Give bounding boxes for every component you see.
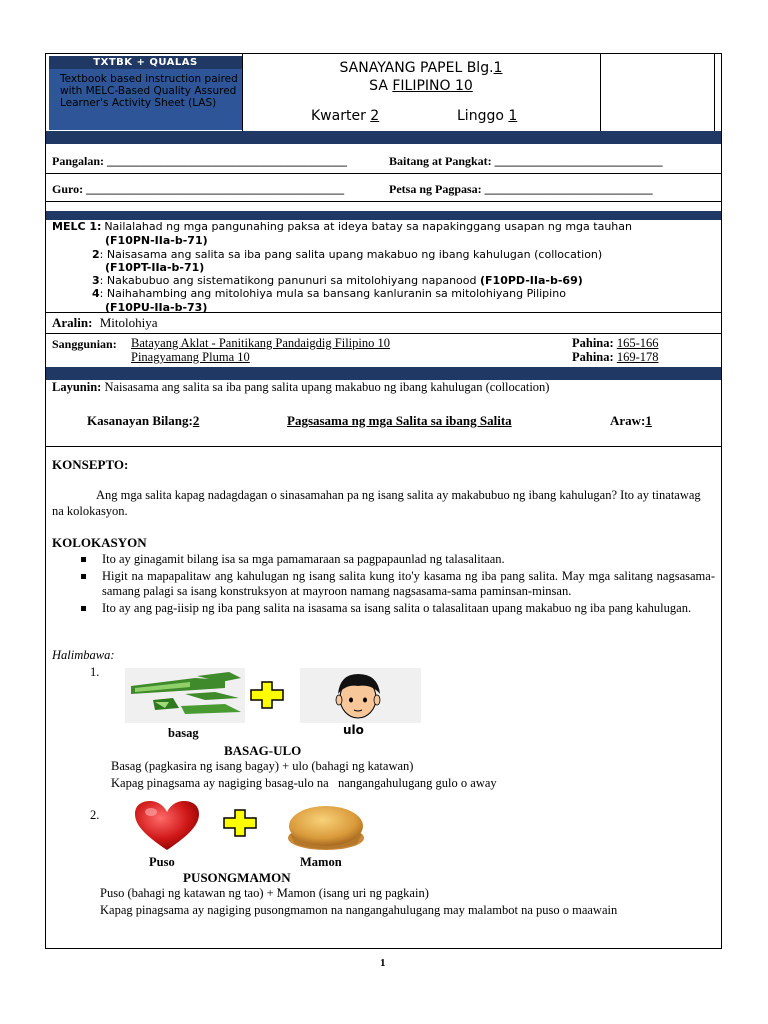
badge-description: Textbook based instruction paired with MELC-Based Quality Assured Learner's Activity Sheet (LAS)	[60, 73, 238, 109]
melc-code-3: (F10PD-IIa-b-69)	[480, 274, 583, 288]
broken-bottle-image	[125, 668, 245, 723]
pahina-2	[572, 350, 658, 365]
araw-label: Araw:	[610, 413, 646, 428]
pangalan-field: Pangalan: ________________________________________	[52, 154, 348, 168]
example-2-number: 2.	[90, 808, 100, 822]
melc-code-1: (F10PN-IIa-b-71)	[105, 234, 208, 248]
linggo-label: Linggo	[457, 108, 509, 124]
example-1-word-1: basag	[168, 726, 199, 740]
aralin	[52, 315, 157, 331]
kwarter	[311, 108, 379, 124]
boy-head-image	[300, 668, 421, 723]
konsepto-heading: KONSEPTO:	[52, 457, 129, 472]
pahina-value-1: 165-166	[616, 336, 659, 350]
melc-text-4: : Naihahambing ang mitolohiya mula sa bansang kanluranin sa mitolohiyang Pilipino	[99, 287, 566, 301]
kasanayan-number: 2	[192, 413, 200, 428]
example-2-line-1: Puso (bahagi ng katawan ng tao) + Mamon (isang uri ng pagkain)	[100, 886, 429, 900]
badge-box	[49, 56, 242, 130]
melc-section	[52, 220, 717, 314]
layunin-label: Layunin:	[52, 380, 102, 394]
page-number: 1	[380, 957, 386, 969]
kolokasyon-bullet-2: Higit na mapapalitaw ang kahulugan ng isang salita kung ito'y kasama ng iba pang salita. May mga salitang nagsasama-samang palagi sa isang konstruksyon at mayroon namang nagsasama-sama paminsan-minsan.	[52, 569, 715, 600]
aralin-label: Aralin:	[52, 315, 93, 330]
example-1-number: 1.	[90, 665, 100, 679]
melc-item-3	[52, 274, 717, 287]
melc-item-1	[52, 220, 717, 234]
title-line1	[242, 60, 600, 76]
kolokasyon-bullet-3: Ito ay ang pag-iisip ng iba pang salita na isasama sa isang salita o talasalitaan upang makabuo ng iba pang kahulugan.	[52, 601, 715, 617]
title-prefix: SA	[369, 78, 393, 94]
kolokasyon-heading: KOLOKASYON	[52, 535, 147, 550]
melc-item-2	[52, 248, 717, 261]
petsa-field: Petsa ng Pagpasa: ____________________________	[389, 182, 653, 196]
plus-icon-2	[223, 809, 257, 842]
plus-icon	[250, 681, 284, 714]
header-bar	[46, 131, 721, 144]
linggo	[457, 108, 517, 124]
halimbawa-label: Halimbawa:	[52, 648, 115, 662]
melc-text-3: : Nakabubuo ang sistematikong panunuri sa mitolohiyang napanood	[99, 274, 477, 288]
melc-bar	[46, 211, 721, 220]
heart-image	[133, 800, 201, 857]
example-1-word-2: ulo	[343, 723, 364, 737]
sanggunian-label: Sanggunian:	[52, 337, 117, 351]
araw	[610, 413, 652, 429]
example-1-line-2: Kapag pinagsama ay nagiging basag-ulo na nangangahulugang gulo o away	[111, 776, 497, 790]
title-subject: FILIPINO 10	[392, 78, 473, 94]
melc-text-1: Nailalahad ng mga pangunahing paksa at ideya batay sa napakinggang usapan ng mga tauhan	[104, 220, 632, 233]
badge-title: TXTBK + QUALAS	[49, 56, 242, 69]
melc-item-4	[52, 287, 717, 300]
melc-num-2: 2	[92, 247, 100, 261]
kwarter-label: Kwarter	[311, 108, 371, 124]
kasanayan	[87, 413, 199, 429]
example-2-compound: PUSONGMAMON	[183, 870, 291, 885]
linggo-value: 1	[508, 108, 518, 124]
guro-field: Guro: ___________________________________________	[52, 182, 345, 196]
worksheet-frame	[45, 53, 722, 949]
layunin-text: Naisasama ang salita sa iba pang salita upang makabuo ng ibang kahulugan (collocation)	[104, 380, 550, 394]
kolokasyon-list	[52, 552, 715, 617]
melc-label: MELC 1:	[52, 220, 102, 233]
kasanayan-title: Pagsasama ng mga Salita sa ibang Salita	[287, 413, 512, 428]
aralin-value: Mitolohiya	[99, 315, 158, 330]
title-number: 1	[493, 60, 503, 76]
layunin-bar	[46, 367, 721, 380]
kasanayan-label: Kasanayan Bilang:	[87, 413, 193, 428]
pahina-value-2: 169-178	[616, 350, 659, 364]
konsepto-paragraph: Ang mga salita kapag nadagdagan o sinasamahan pa ng isang salita ay makabubuo ng ibang kahulugan? Ito ay tinatawag na kolokasyon.	[52, 488, 701, 518]
pahina-label-1: Pahina:	[572, 336, 614, 350]
araw-value: 1	[645, 413, 652, 428]
sanggunian-source-1: Batayang Aklat - Panitikang Pandaigdig Filipino 10	[131, 336, 391, 350]
sanggunian-source-2: Pinagyamang Pluma 10	[131, 350, 250, 364]
melc-code-4: (F10PU-IIa-b-73)	[105, 300, 208, 314]
example-2-line-2: Kapag pinagsama ay nagiging pusongmamon na nangangahulugang may malambot na puso o maawain	[100, 903, 618, 917]
kolokasyon-bullet-1: Ito ay ginagamit bilang isa sa mga pamamaraan sa pagpapaunlad ng talasalitaan.	[52, 552, 715, 568]
melc-num-4: 4	[92, 287, 100, 301]
mamon-image	[285, 802, 367, 859]
layunin	[52, 380, 549, 395]
pahina-1	[572, 336, 658, 351]
example-2-word-2: Mamon	[300, 855, 342, 869]
pahina-label-2: Pahina:	[572, 350, 614, 364]
example-1-line-1: Basag (pagkasira ng isang bagay) + ulo (bahagi ng katawan)	[111, 759, 414, 773]
melc-text-2: : Naisasama ang salita sa iba pang salita upang makabuo ng ibang kahulugan (collocation)	[99, 247, 603, 261]
example-2-word-1: Puso	[149, 855, 175, 869]
kwarter-value: 2	[370, 108, 380, 124]
example-1-compound: BASAG-ULO	[224, 743, 302, 758]
baitang-field: Baitang at Pangkat: ____________________________	[389, 154, 663, 168]
title-line2	[242, 78, 600, 94]
title-text: SANAYANG PAPEL Blg.	[339, 60, 494, 76]
melc-code-2: (F10PT-IIa-b-71)	[105, 260, 205, 274]
melc-num-3: 3	[92, 274, 100, 288]
